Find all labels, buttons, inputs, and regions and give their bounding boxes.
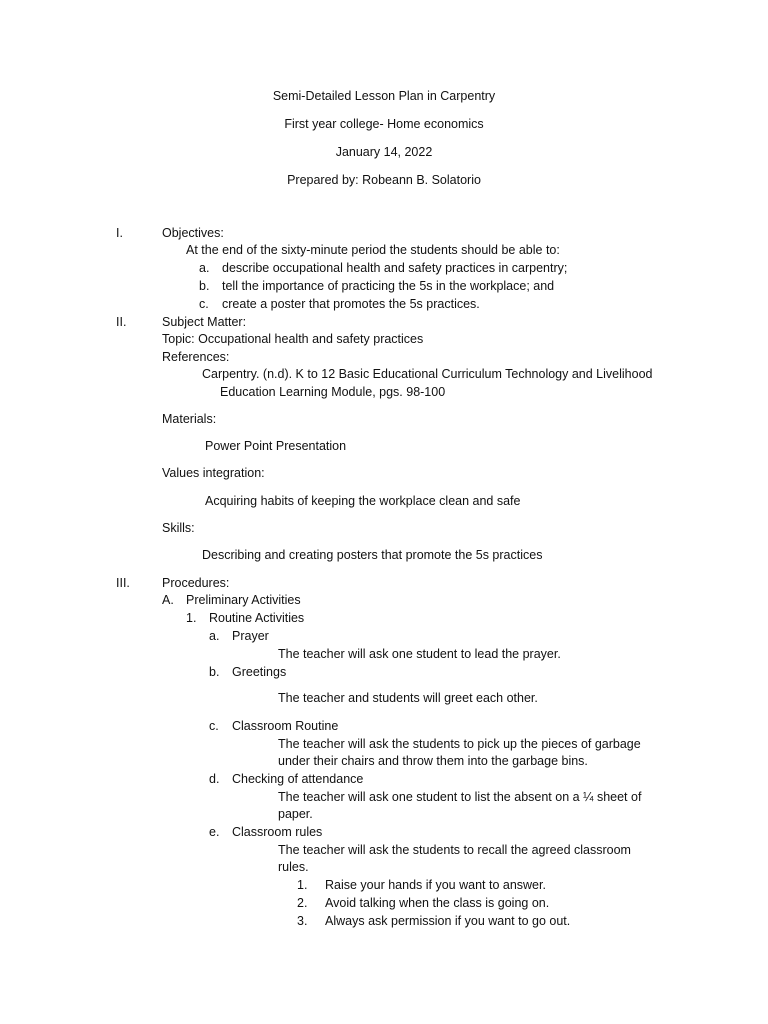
activity-marker: d. <box>209 772 220 786</box>
activity-marker: e. <box>209 825 220 839</box>
rule-marker: 3. <box>297 914 308 928</box>
objective-marker: a. <box>199 261 210 275</box>
objective-item: create a poster that promotes the 5s practices. <box>222 297 480 311</box>
rule-item: Raise your hands if you want to answer. <box>325 878 546 892</box>
activity-description: The teacher and students will greet each other. <box>278 691 538 705</box>
activity-description: The teacher will ask the students to recall the agreed classroom <box>278 843 631 857</box>
activity-marker: c. <box>209 719 219 733</box>
activity-description: The teacher will ask the students to pick up the pieces of garbage <box>278 737 641 751</box>
procedures-heading: Procedures: <box>162 576 230 590</box>
section-marker: A. <box>162 593 174 607</box>
values-integration-value: Acquiring habits of keeping the workplace clean and safe <box>205 494 521 508</box>
objective-marker: c. <box>199 297 209 311</box>
objective-item: describe occupational health and safety practices in carpentry; <box>222 261 568 275</box>
document-title: Semi-Detailed Lesson Plan in Carpentry <box>272 89 496 103</box>
objectives-heading: Objectives: <box>162 226 224 240</box>
prepared-by-line: Prepared by: Robeann B. Solatorio <box>287 173 481 187</box>
skills-label: Skills: <box>162 521 195 535</box>
activity-description: The teacher will ask one student to list the absent on a ¼ sheet of <box>278 790 642 804</box>
activity-label-prayer: Prayer <box>232 629 269 643</box>
section-numeral-procedures: III. <box>116 576 130 590</box>
date-line: January 14, 2022 <box>335 145 433 159</box>
reference-line: Carpentry. (n.d). K to 12 Basic Educational Curriculum Technology and Livelihood <box>202 367 653 381</box>
rule-marker: 2. <box>297 896 308 910</box>
rule-marker: 1. <box>297 878 308 892</box>
objective-marker: b. <box>199 279 210 293</box>
activity-label-classroom-routine: Classroom Routine <box>232 719 339 733</box>
reference-line: Education Learning Module, pgs. 98-100 <box>220 385 446 399</box>
activity-label-greetings: Greetings <box>232 665 287 679</box>
activity-description: paper. <box>278 807 313 821</box>
rule-item: Always ask permission if you want to go out. <box>325 914 571 928</box>
subject-matter-heading: Subject Matter: <box>162 315 247 329</box>
materials-value: Power Point Presentation <box>205 439 347 453</box>
activity-marker: a. <box>209 629 220 643</box>
objective-item: tell the importance of practicing the 5s in the workplace; and <box>222 279 555 293</box>
rule-item: Avoid talking when the class is going on. <box>325 896 550 910</box>
values-integration-label: Values integration: <box>162 466 265 480</box>
course-line: First year college- Home economics <box>284 117 484 131</box>
topic-line: Topic: Occupational health and safety practices <box>162 332 424 346</box>
references-label: References: <box>162 350 230 364</box>
activity-description: rules. <box>278 860 309 874</box>
skills-value: Describing and creating posters that promote the 5s practices <box>202 548 543 562</box>
activity-label-classroom-rules: Classroom rules <box>232 825 323 839</box>
section-numeral-objectives: I. <box>116 226 123 240</box>
materials-label: Materials: <box>162 412 217 426</box>
activity-description: The teacher will ask one student to lead the prayer. <box>278 647 561 661</box>
routine-activities-heading: Routine Activities <box>209 611 305 625</box>
activity-label-attendance: Checking of attendance <box>232 772 364 786</box>
section-numeral-subject-matter: II. <box>116 315 127 329</box>
activity-description: under their chairs and throw them into the garbage bins. <box>278 754 588 768</box>
objectives-intro: At the end of the sixty-minute period the students should be able to: <box>186 243 560 257</box>
activity-marker: b. <box>209 665 220 679</box>
preliminary-activities-heading: Preliminary Activities <box>186 593 301 607</box>
routine-marker: 1. <box>186 611 197 625</box>
